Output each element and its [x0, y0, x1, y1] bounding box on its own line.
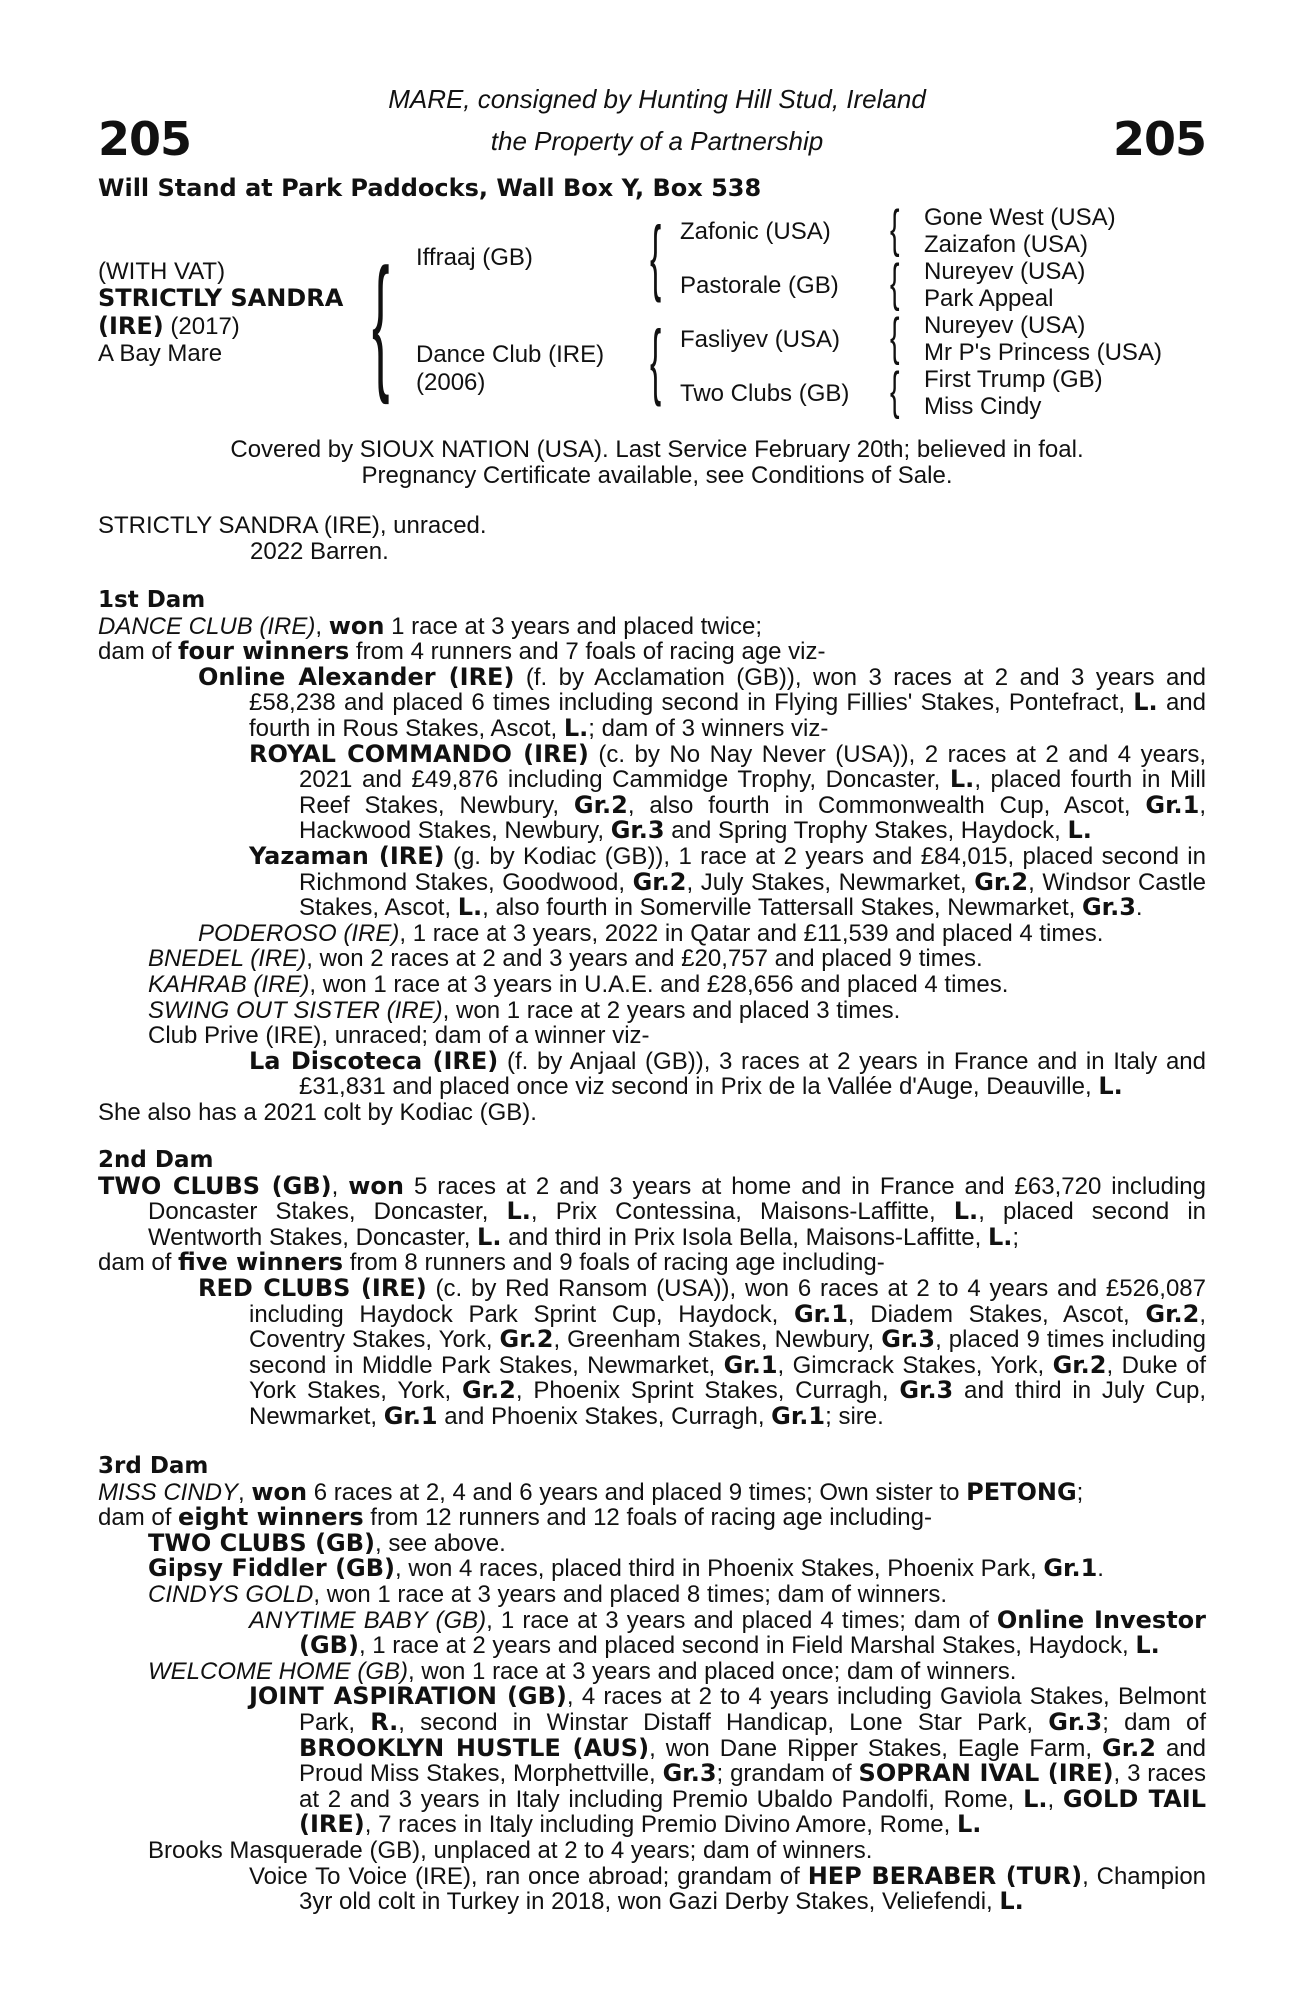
dam-line: DANCE CLUB (IRE), won 1 race at 3 years and placed twice; — [98, 611, 762, 640]
foal-note: She also has a 2021 colt by Kodiac (GB). — [98, 1098, 537, 1126]
produce-item: RED CLUBS (IRE) (c. by Red Ransom (USA)), won 6 races at 2 to 4 years and £526,087 including Haydock Park Sprint Cup, Haydock, Gr.1, Diadem Stakes, Ascot, Gr.2, Coventry Stakes, York, Gr.2, Greenham Stakes, Newbury, Gr.3, placed 9 times including second in Middle Park Stakes, Newmarket, Gr.1, Gimcrack Stakes, York, Gr.2, Duke of York Stakes, York, Gr.2, Phoenix Sprint Stakes, Curragh, Gr.3 and third in July Cup, Newmarket, Gr.1 and Phoenix Stakes, Curragh, Gr.1; sire. — [198, 1273, 1207, 1430]
brace-dam: { — [650, 313, 662, 407]
race-record: STRICTLY SANDRA (IRE), unraced. — [98, 512, 487, 539]
gg-6: Mr P's Princess (USA) — [924, 339, 1162, 366]
horse-country: (IRE) — [98, 312, 164, 340]
produce-item: ANYTIME BABY (GB), 1 race at 3 years and placed 4 times; dam of Online Investor (GB), 1 race at 2 years and placed second in Field Marshal Stakes, Haydock, L. — [249, 1605, 1206, 1660]
stand-location: Will Stand at Park Paddocks, Wall Box Y, Box 538 — [98, 174, 762, 202]
produce-item: KAHRAB (IRE), won 1 race at 3 years in U.A.E. and £28,656 and placed 4 times. — [148, 970, 1009, 998]
dam-dam: Two Clubs (GB) — [680, 380, 850, 407]
produce-item: ROYAL COMMANDO (IRE) (c. by No Nay Never (USA)), 2 races at 2 and 4 years, 2021 and £49,876 including Cammidge Trophy, Doncaster, L., placed fourth in Mill Reef Stakes, Newbury, Gr.2, also fourth in Commonwealth Cup, Ascot, Gr.1, Hackwood Stakes, Newbury, Gr.3 and Spring Trophy Stakes, Haydock, L. — [249, 739, 1207, 845]
sire-dam: Pastorale (GB) — [680, 272, 839, 299]
section-heading: 3rd Dam — [98, 1453, 209, 1479]
horse-description: A Bay Mare — [98, 340, 223, 367]
brace-gg4: { — [890, 362, 900, 420]
winners-line: dam of five winners from 8 runners and 9 foals of racing age including- — [98, 1248, 885, 1277]
dam-sire: Fasliyev (USA) — [680, 326, 841, 353]
produce-item: PODEROSO (IRE), 1 race at 3 years, 2022 in Qatar and £11,539 and placed 4 times. — [198, 919, 1104, 947]
vat-note: (WITH VAT) — [98, 258, 226, 285]
produce-item: Online Alexander (IRE) (f. by Acclamation (GB)), won 3 races at 2 and 3 years and £58,238 and placed 6 times including second in Flying Fillies' Stakes, Pontefract, L. and fourth in Rous Stakes, Ascot, L.; dam of 3 winners viz- — [198, 662, 1206, 742]
brace-horse: { — [372, 237, 390, 405]
covering-line-2: Pregnancy Certificate available, see Conditions of Sale. — [361, 462, 953, 489]
produce-item: Club Prive (IRE), unraced; dam of a winner viz- — [148, 1022, 650, 1050]
property-line: the Property of a Partnership — [490, 126, 824, 156]
produce-item: SWING OUT SISTER (IRE), won 1 race at 2 years and placed 3 times. — [148, 996, 901, 1024]
dam-year: (2006) — [416, 369, 486, 396]
lot-number-right: 205 — [1112, 112, 1206, 166]
gg-2: Zaizafon (USA) — [924, 231, 1089, 258]
gg-4: Park Appeal — [924, 285, 1054, 312]
produce-item: BNEDEL (IRE), won 2 races at 2 and 3 years and £20,757 and placed 9 times. — [148, 945, 983, 973]
lot-number-left: 205 — [98, 112, 192, 166]
section-heading: 1st Dam — [98, 587, 206, 613]
produce-item: JOINT ASPIRATION (GB), 4 races at 2 to 4 years including Gaviola Stakes, Belmont Park, R., second in Winstar Distaff Handicap, Lone Star Park, Gr.3; dam of BROOKLYN HUSTLE (AUS), won Dane Ripper Stakes, Eagle Farm, Gr.2 and Proud Miss Stakes, Morphettville, Gr.3; grandam of SOPRAN IVAL (IRE), 3 races at 2 and 3 years in Italy including Premio Ubaldo Pandolfi, Rome, L., GOLD TAIL (IRE), 7 races in Italy including Premio Divino Amore, Rome, L. — [249, 1682, 1207, 1839]
consignor-line: MARE, consigned by Hunting Hill Stud, Ireland — [388, 84, 926, 114]
gg-7: First Trump (GB) — [924, 366, 1103, 393]
produce-item: TWO CLUBS (GB), see above. — [148, 1528, 506, 1557]
brace-sire: { — [650, 209, 662, 303]
horse-year: (2017) — [163, 313, 240, 340]
gg-1: Gone West (USA) — [924, 204, 1116, 231]
produce-item: Yazaman (IRE) (g. by Kodiac (GB)), 1 race at 2 years and £84,015, placed second in Richmond Stakes, Goodwood, Gr.2, July Stakes, Newmarket, Gr.2, Windsor Castle Stakes, Ascot, L., also fourth in Somerville Tattersall Stakes, Newmarket, Gr.3. — [249, 841, 1206, 922]
gg-5: Nureyev (USA) — [924, 312, 1086, 339]
produce-item: Brooks Masquerade (GB), unplaced at 2 to 4 years; dam of winners. — [148, 1836, 873, 1864]
gg-3: Nureyev (USA) — [924, 258, 1086, 285]
section-heading: 2nd Dam — [98, 1147, 214, 1173]
brace-gg2: { — [890, 254, 900, 312]
breeding-record: 2022 Barren. — [250, 538, 389, 565]
third-dam-section — [98, 1454, 1206, 1915]
produce-item: Voice To Voice (IRE), ran once abroad; grandam of HEP BERABER (TUR), Champion 3yr old colt in Turkey in 2018, won Gazi Derby Stakes, Veliefendi, L. — [249, 1861, 1207, 1916]
produce-item: WELCOME HOME (GB), won 1 race at 3 years and placed once; dam of winners. — [148, 1657, 1017, 1685]
sire-sire: Zafonic (USA) — [680, 218, 831, 245]
winners-line: dam of four winners from 4 runners and 7 foals of racing age viz- — [98, 637, 826, 666]
produce-item: Gipsy Fiddler (GB), won 4 races, placed third in Phoenix Stakes, Phoenix Park, Gr.1. — [148, 1554, 1104, 1583]
produce-item: La Discoteca (IRE) (f. by Anjaal (GB)), 3 races at 2 years in France and in Italy and £31,831 and placed once viz second in Prix de la Vallée d'Auge, Deauville, L. — [249, 1046, 1206, 1101]
horse-name-line2 — [98, 312, 240, 341]
horse-name: STRICTLY SANDRA — [98, 284, 344, 312]
covering-line-1: Covered by SIOUX NATION (USA). Last Service February 20th; believed in foal. — [230, 436, 1084, 463]
dam: Dance Club (IRE) — [416, 341, 605, 368]
gg-8: Miss Cindy — [924, 393, 1042, 420]
produce-item: CINDYS GOLD, won 1 race at 3 years and placed 8 times; dam of winners. — [148, 1580, 948, 1608]
first-dam-section — [98, 588, 1206, 1125]
dam-line: TWO CLUBS (GB), won 5 races at 2 and 3 years at home and in France and £63,720 including Doncaster Stakes, Doncaster, L., Prix Contessina, Maisons-Laffitte, L., placed second in Wentworth Stakes, Doncaster, L. and third in Prix Isola Bella, Maisons-Laffitte, L.; — [98, 1171, 1206, 1251]
brace-gg1: { — [890, 200, 900, 258]
second-dam-section — [98, 1148, 1206, 1430]
dam-line: MISS CINDY, won 6 races at 2, 4 and 6 years and placed 9 times; Own sister to PETONG; — [98, 1477, 1084, 1506]
sire: Iffraaj (GB) — [416, 244, 533, 271]
winners-line: dam of eight winners from 12 runners and 12 foals of racing age including- — [98, 1503, 932, 1532]
brace-gg3: { — [890, 308, 900, 366]
